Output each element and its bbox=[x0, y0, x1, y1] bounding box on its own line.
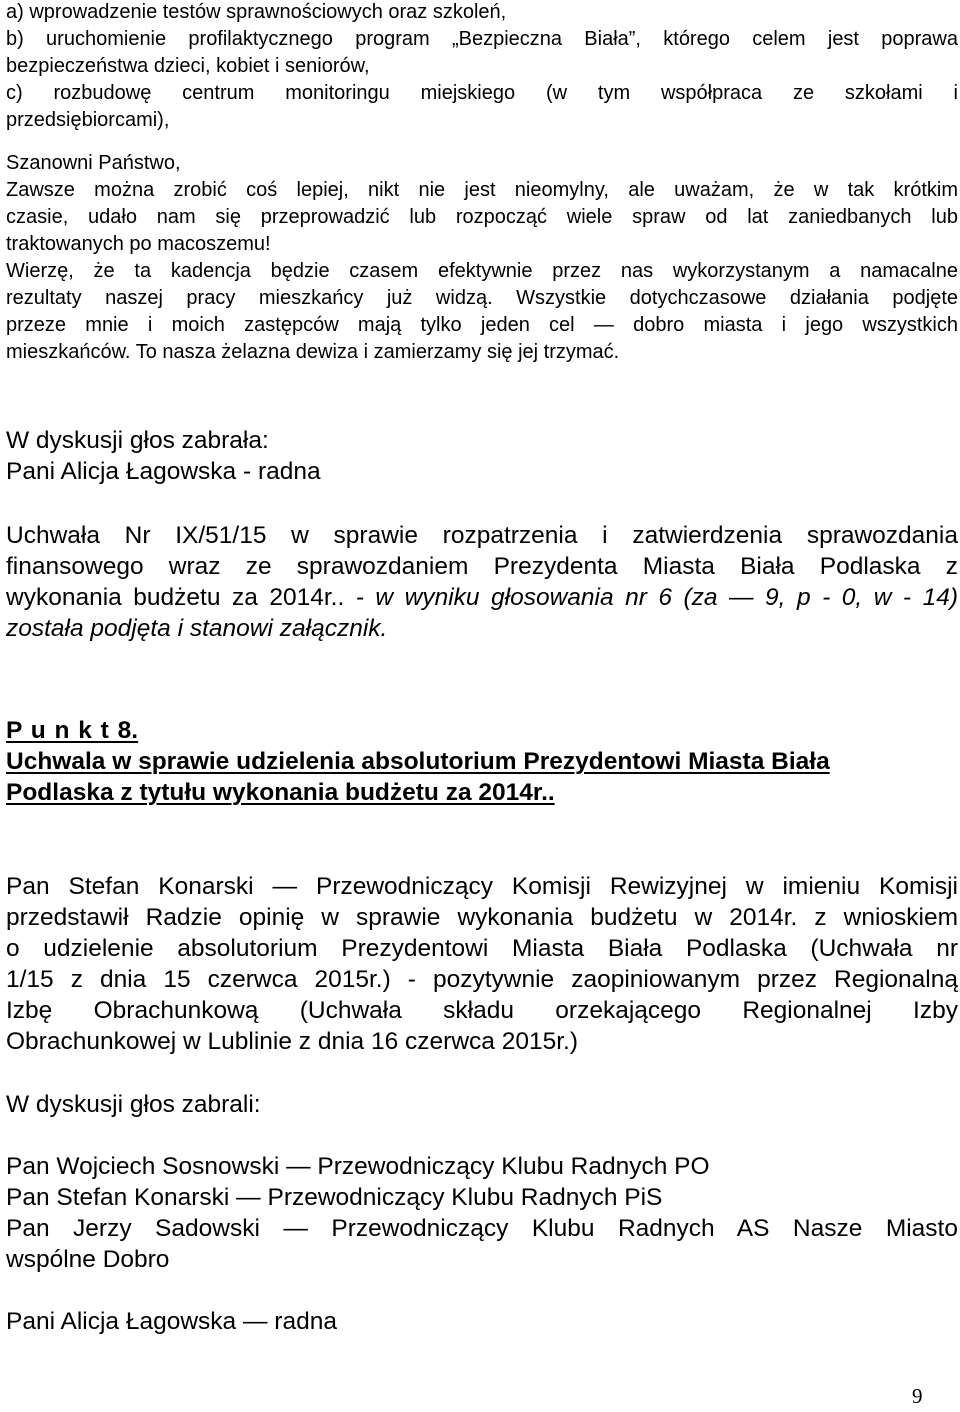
speaker: Pan Stefan Konarski — Przewodniczący Klubu Radnych PiS bbox=[6, 1184, 663, 1211]
list-item-b: b) uruchomienie profilaktycznego program „Bezpieczna Biała”, którego celem jest poprawa bbox=[6, 28, 958, 50]
speech-greeting: Szanowni Państwo, bbox=[6, 152, 181, 174]
speech-line: Wierzę, że ta kadencja będzie czasem efektywnie przez nas wykorzystanym a namacalne bbox=[6, 260, 958, 282]
commission-line: Pan Stefan Konarski — Przewodniczący Komisji Rewizyjnej w imieniu Komisji bbox=[6, 873, 958, 900]
point-8 bbox=[6, 715, 958, 808]
list-item-b-cont: bezpieczeństwa dzieci, kobiet i seniorów, bbox=[6, 55, 370, 77]
discussion-1 bbox=[6, 425, 958, 487]
speech bbox=[6, 150, 958, 366]
resolution-text: wykonania budżetu za 2014r.. bbox=[6, 584, 345, 611]
list-item-a: a) wprowadzenie testów sprawnościowych oraz szkoleń, bbox=[6, 1, 507, 23]
speech-line: rezultaty naszej pracy mieszkańcy już widzą. Wszystkie dotychczasowe działania podjęte bbox=[6, 287, 958, 309]
speech-line: mieszkańców. To nasza żelazna dewiza i zamierzamy się jej trzymać. bbox=[6, 341, 620, 363]
resolution-line bbox=[6, 582, 958, 613]
speaker: Pani Alicja Łagowska — radna bbox=[6, 1308, 337, 1335]
intro-list bbox=[6, 0, 958, 134]
final-speaker bbox=[6, 1306, 958, 1337]
discussion-heading: W dyskusji głos zabrali: bbox=[6, 1091, 261, 1118]
speech-line: przeze mnie i moich zastępców mają tylko jeden cel — dobro miasta i jego wszystkich bbox=[6, 314, 958, 336]
speech-line: traktowanych po macoszemu! bbox=[6, 233, 271, 255]
commission-line: 1/15 z dnia 15 czerwca 2015r.) - pozytywnie zaopiniowanym przez Regionalną bbox=[6, 966, 958, 993]
point-title-cont: Podlaska z tytułu wykonania budżetu za 2014r.. bbox=[6, 779, 555, 806]
point-title: Uchwala w sprawie udzielenia absolutorium Prezydentowi Miasta Biała bbox=[6, 748, 830, 775]
resolution-line: finansowego wraz ze sprawozdaniem Prezydenta Miasta Biała Podlaska z bbox=[6, 553, 958, 580]
discussion-heading: W dyskusji głos zabrała: bbox=[6, 427, 269, 454]
discussion-2 bbox=[6, 1089, 958, 1120]
resolution-outcome: została podjęta i stanowi załącznik. bbox=[6, 615, 388, 642]
resolution bbox=[6, 520, 958, 644]
commission-line: o udzielenie absolutorium Prezydentowi Miasta Biała Podlaska (Uchwała nr bbox=[6, 935, 958, 962]
speech-line: Zawsze można zrobić coś lepiej, nikt nie jest nieomylny, ale uważam, że w tak krótkim bbox=[6, 179, 958, 201]
commission-line: Izbę Obrachunkową (Uchwała składu orzekającego Regionalnej Izby bbox=[6, 997, 958, 1024]
page-number: 9 bbox=[912, 1384, 923, 1408]
point-label: P u n k t 8. bbox=[6, 717, 139, 744]
list-item-c-cont: przedsiębiorcami), bbox=[6, 109, 170, 131]
speaker: Pan Jerzy Sadowski — Przewodniczący Klubu Radnych AS Nasze Miasto bbox=[6, 1215, 958, 1242]
speakers-list bbox=[6, 1151, 958, 1275]
commission-statement bbox=[6, 871, 958, 1057]
vote-result: - w wyniku głosowania nr 6 (za — 9, p - 0, w - 14) bbox=[344, 584, 958, 611]
speech-line: czasie, udało nam się przeprowadzić lub rozpocząć wiele spraw od lat zaniedbanych lub bbox=[6, 206, 958, 228]
speaker: Pan Wojciech Sosnowski — Przewodniczący Klubu Radnych PO bbox=[6, 1153, 710, 1180]
discussion-speaker: Pani Alicja Łagowska - radna bbox=[6, 458, 321, 485]
commission-line: Obrachunkowej w Lublinie z dnia 16 czerwca 2015r.) bbox=[6, 1028, 578, 1055]
commission-line: przedstawił Radzie opinię w sprawie wykonania budżetu w 2014r. z wnioskiem bbox=[6, 904, 958, 931]
resolution-line: Uchwała Nr IX/51/15 w sprawie rozpatrzenia i zatwierdzenia sprawozdania bbox=[6, 522, 958, 549]
speaker-cont: wspólne Dobro bbox=[6, 1246, 170, 1273]
list-item-c: c) rozbudowę centrum monitoringu miejskiego (w tym współpraca ze szkołami i bbox=[6, 82, 958, 104]
